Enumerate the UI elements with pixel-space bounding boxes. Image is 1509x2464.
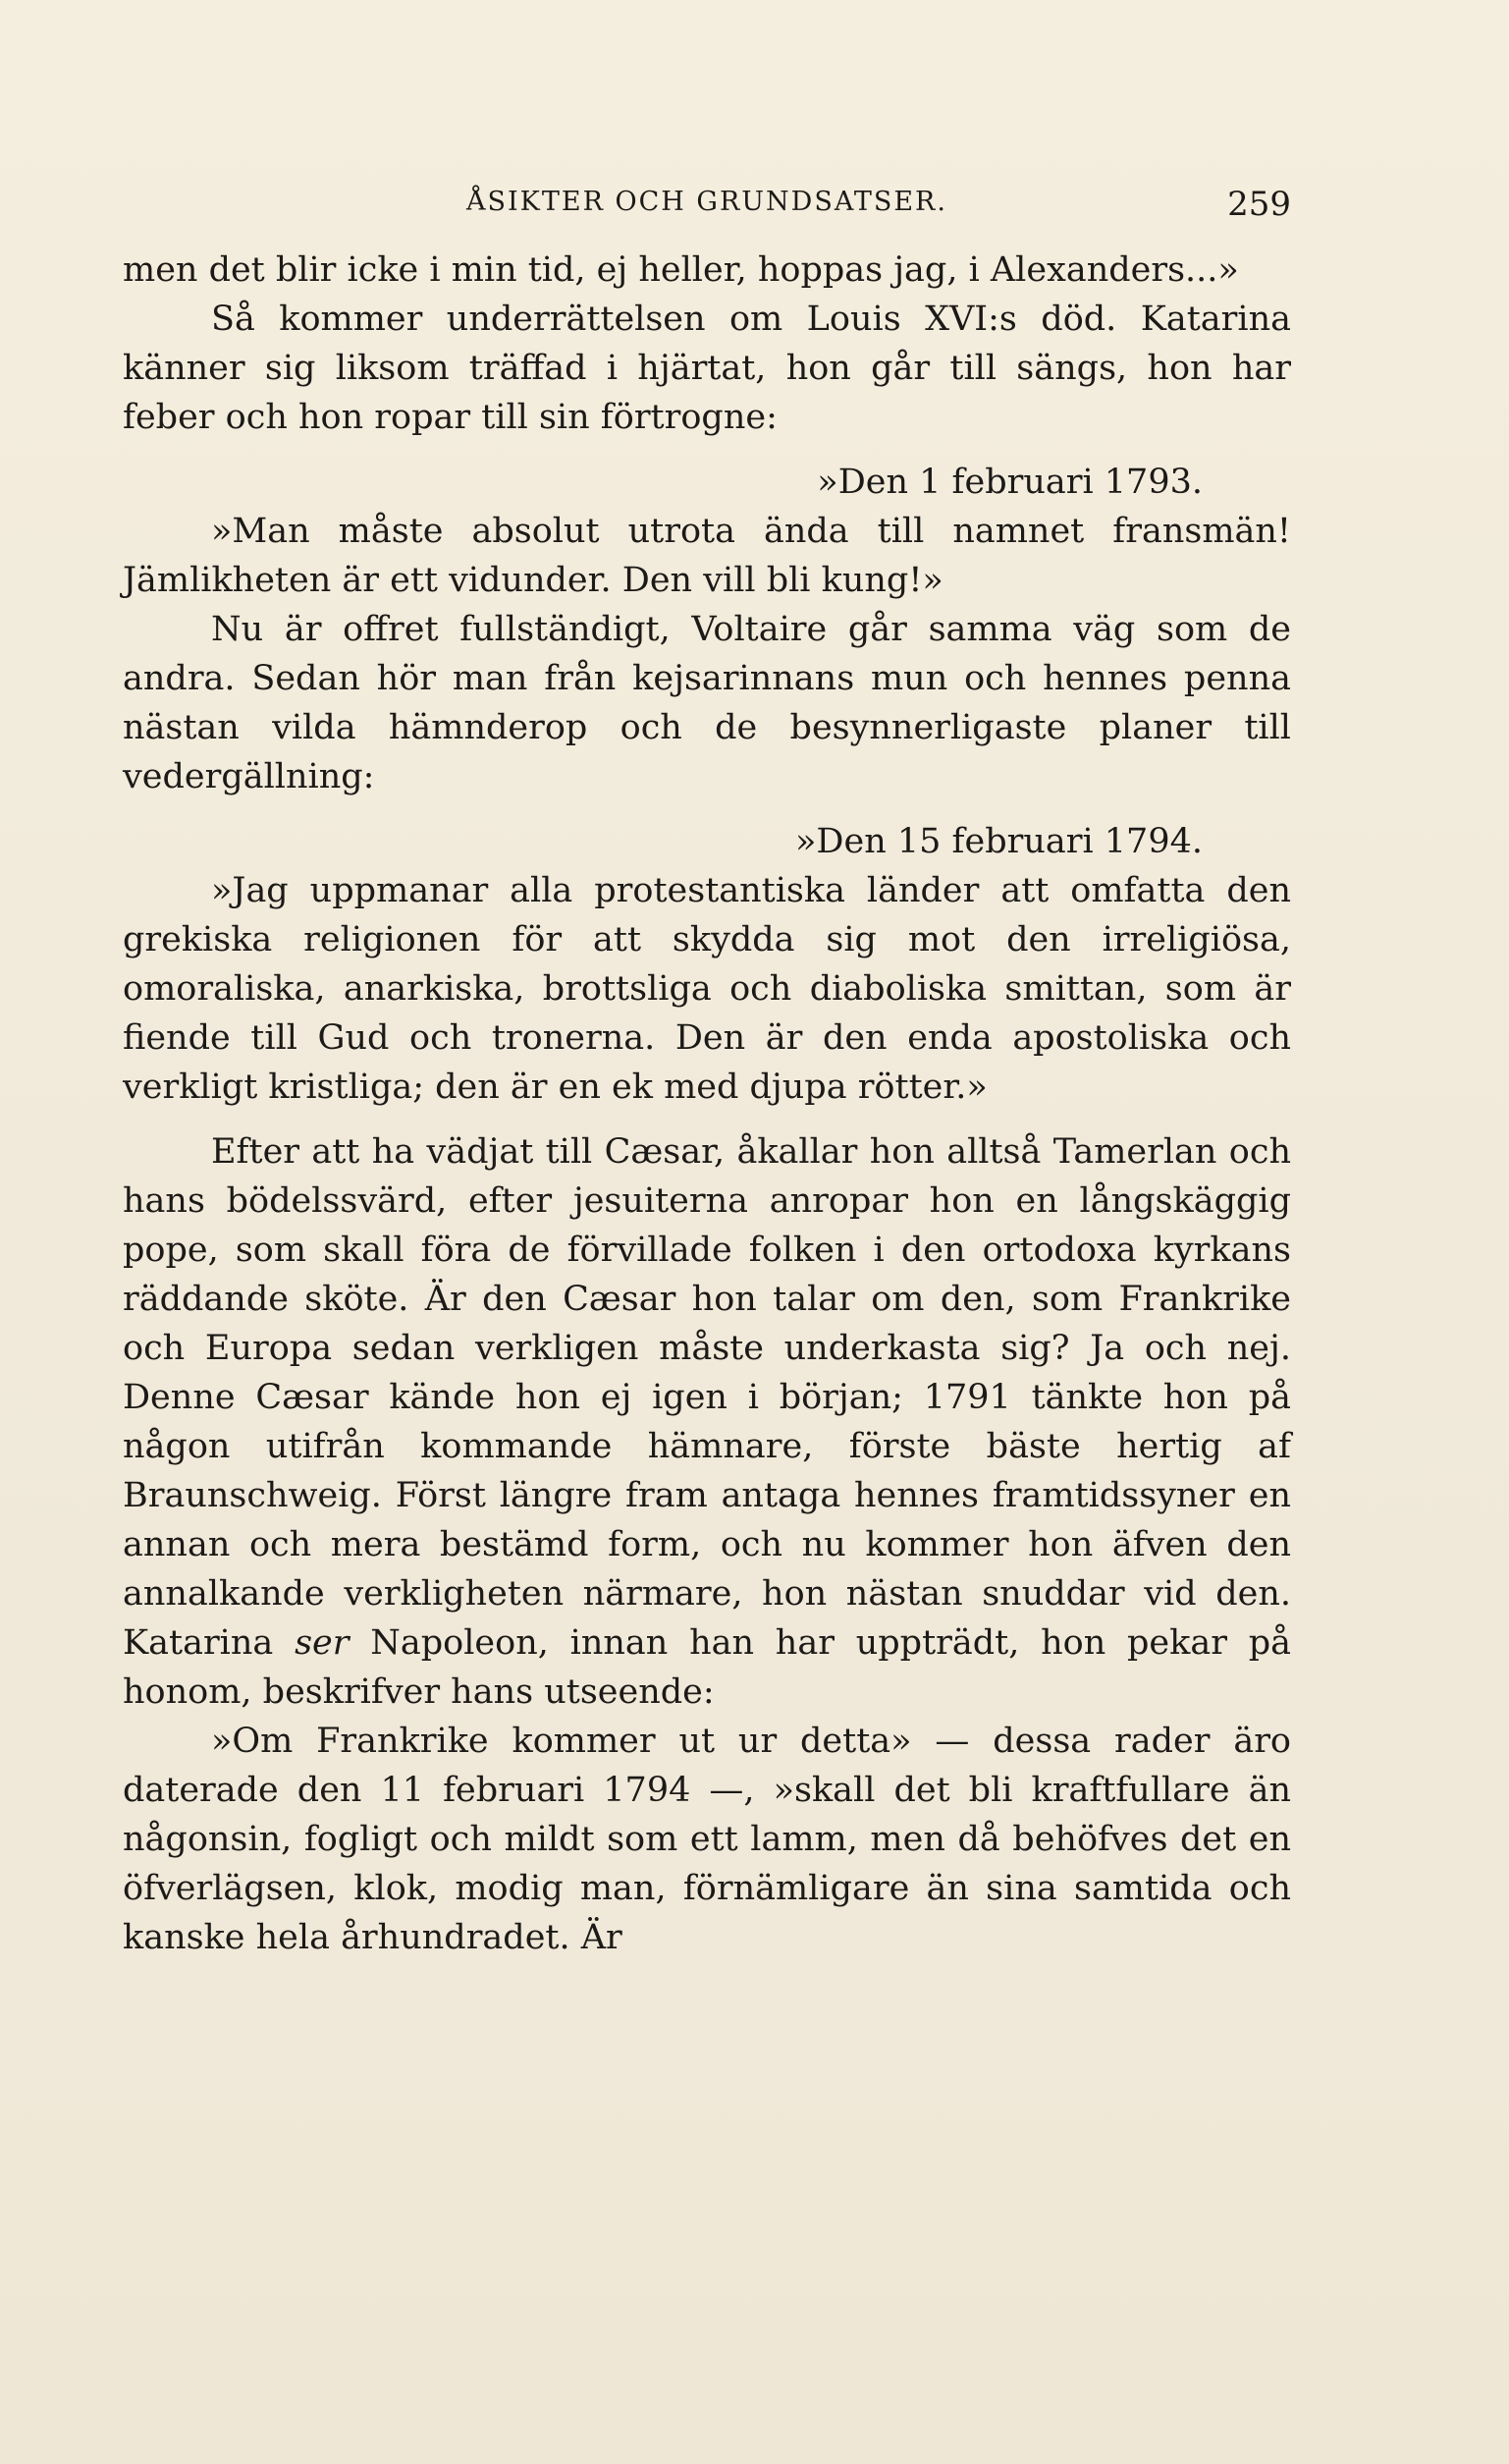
dateline-1794: »Den 15 februari 1794. xyxy=(795,822,1203,861)
paragraph-continuation: men det blir icke i min tid, ej heller, hoppas jag, i Alexanders...» xyxy=(123,250,1239,290)
body-text xyxy=(123,246,1291,1962)
quote-protestant-lands: »Jag uppmanar alla protestantiska länder att omfatta den grekiska religionen för att skydda sig mot den irreligiösa, omoraliska, anarkiska, brottsliga och diaboliska smittan, som är fiende till Gud och tronerna. Den är den enda apostoliska och verkligt kristliga; den är en ek med djupa rötter.» xyxy=(123,871,1291,1107)
paragraph-frankrike-quote: »Om Frankrike kommer ut ur detta» — dessa rader äro daterade den 11 februari 1794 —, »skall det bli kraftfullare än någonsin, fogligt och mildt som ett lamm, men då behöfves det en öfverlägsen, klok, modig man, förnämligare än sina samtida och kanske hela århundradet. Är xyxy=(123,1722,1291,1957)
paragraph-caesar-text-a: Efter att ha vädjat till Cæsar, åkallar hon alltså Tamerlan och hans bödelssvärd, efter jesuiterna anropar hon en långskäggig pope, som skall föra de förvillade folken i den ortodoxa kyrkans räddande sköte. Är den Cæsar hon talar om den, som Frankrike och Europa sedan verkligen måste underkasta sig? Ja och nej. Denne Cæsar kände hon ej igen i början; 1791 tänkte hon på någon utifrån kommande hämnare, förste bäste hertig af Braunschweig. Först längre fram antaga hennes framtidssyner en annan och mera bestämd form, och nu kommer hon äfven den annalkande verkligheten närmare, hon nästan snuddar vid den. Katarina xyxy=(123,1132,1291,1663)
italic-word-ser: ser xyxy=(295,1623,350,1663)
running-title: ÅSIKTER OCH GRUNDSATSER. xyxy=(466,187,947,217)
page-number: 259 xyxy=(1227,185,1291,224)
paragraph-caesar xyxy=(123,1127,1291,1717)
paragraph-caesar-text-b: Napoleon, innan han har uppträdt, hon pekar på honom, beskrifver hans utseende: xyxy=(123,1623,1291,1712)
quote-fransman: »Man måste absolut utrota ända till namnet fransmän! Jämlikheten är ett vidunder. Den vill bli kung!» xyxy=(123,512,1291,600)
page-header xyxy=(123,185,1291,224)
dateline-1793: »Den 1 februari 1793. xyxy=(817,463,1203,502)
paragraph-louis-xvi: Så kommer underrättelsen om Louis XVI:s död. Katarina känner sig liksom träffad i hjärtat, hon går till sängs, hon har feber och hon ropar till sin förtrogne: xyxy=(123,300,1291,437)
paragraph-voltaire: Nu är offret fullständigt, Voltaire går samma väg som de andra. Sedan hör man från kejsarinnans mun och hennes penna nästan vilda hämnderop och de besynnerligaste planer till vedergällning: xyxy=(123,610,1291,796)
